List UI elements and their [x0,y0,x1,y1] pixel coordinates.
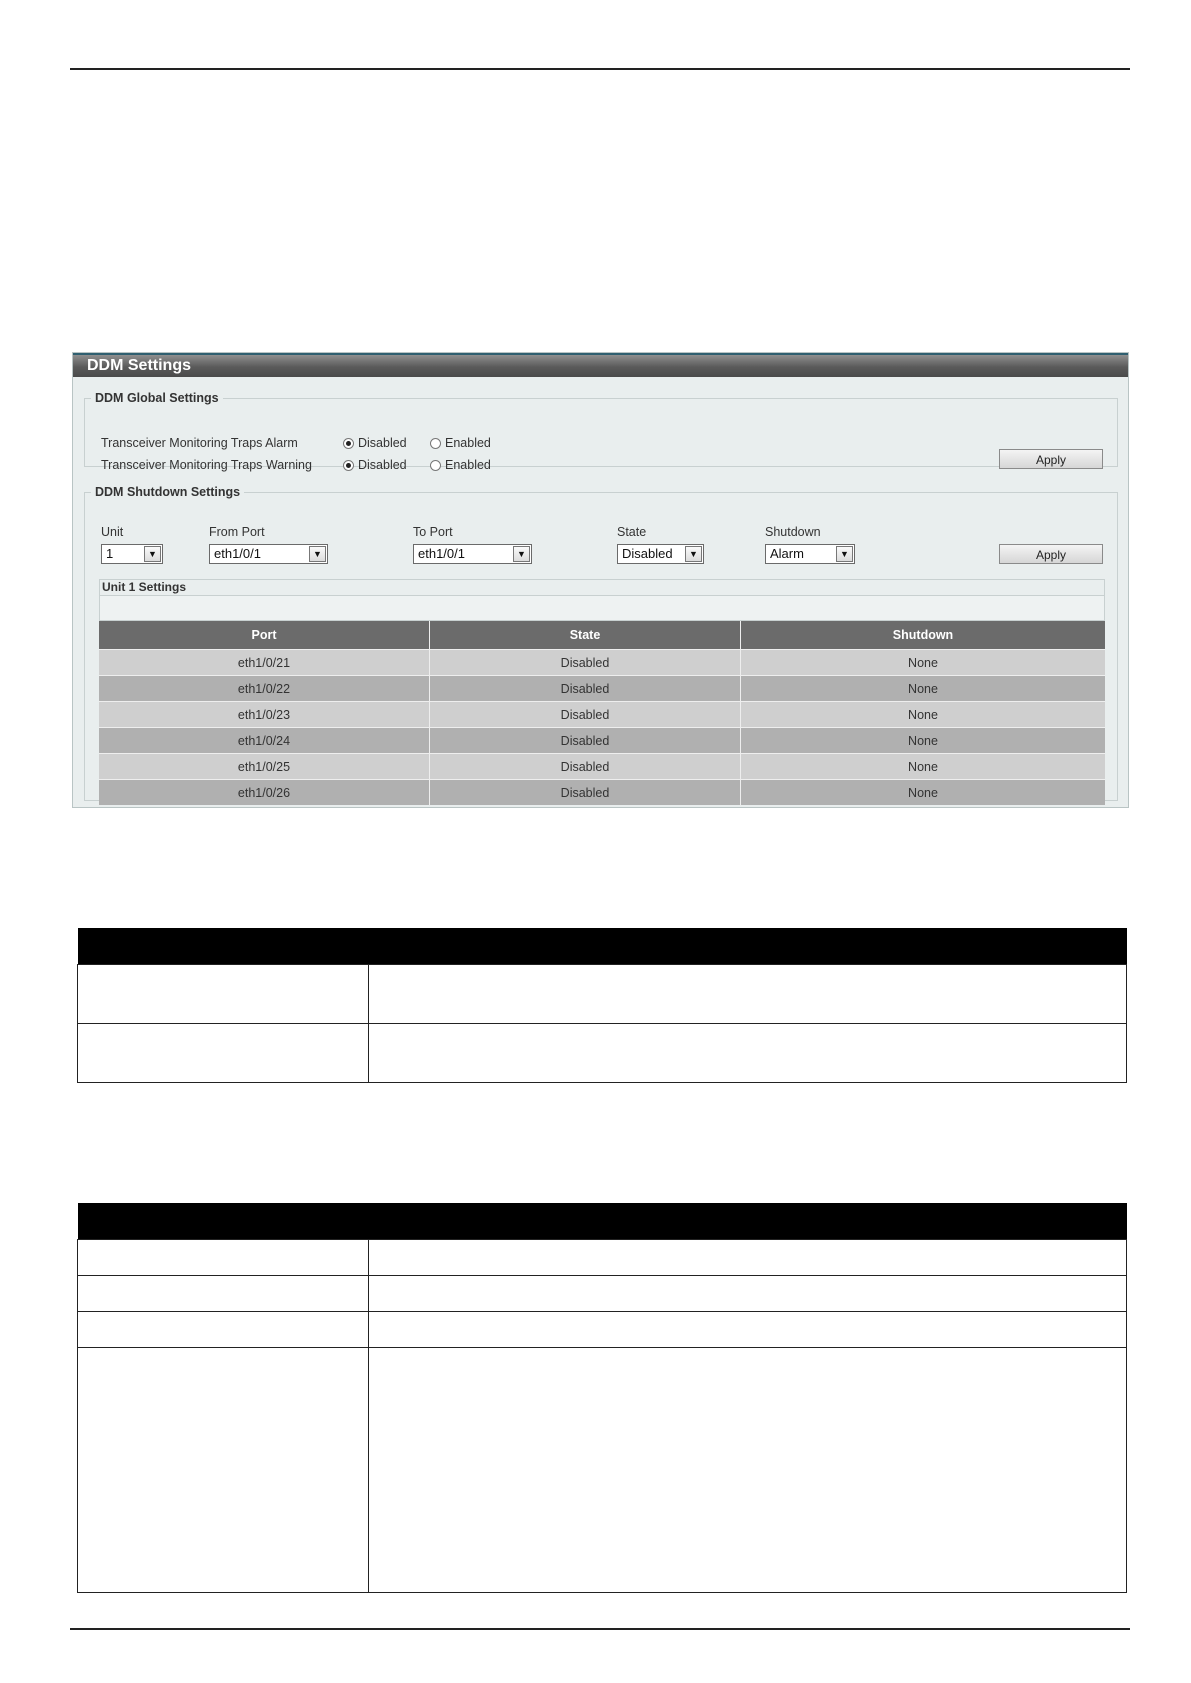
shutdown-label: Shutdown [765,525,821,539]
table-row: eth1/0/23 Disabled None [99,702,1105,728]
table-row [78,965,1127,1024]
chevron-down-icon: ▼ [685,546,702,562]
page-bottom-rule [70,1628,1130,1630]
ddm-shutdown-settings [84,485,1118,801]
table-row: eth1/0/21 Disabled None [99,650,1105,676]
global-settings-description-table [77,928,1127,1083]
table-row: eth1/0/24 Disabled None [99,728,1105,754]
table-row [78,1276,1127,1312]
table-row: eth1/0/25 Disabled None [99,754,1105,780]
unit-settings-title: Unit 1 Settings [99,579,1105,595]
chevron-down-icon: ▼ [144,546,161,562]
radio-icon [430,460,441,471]
traps-alarm-label: Transceiver Monitoring Traps Alarm [101,436,298,450]
shutdown-column-header: Shutdown [741,621,1106,650]
shutdown-settings-legend: DDM Shutdown Settings [95,485,241,499]
state-label: State [617,525,647,539]
table-row [78,1312,1127,1348]
doc-table-header [78,928,1127,965]
ddm-settings-panel [72,352,1129,808]
unit-label: Unit [101,525,124,539]
shutdown-apply-button[interactable]: Apply [999,544,1103,564]
from-port-label: From Port [209,525,265,539]
state-column-header: State [430,621,741,650]
table-row [78,1240,1127,1276]
state-select[interactable]: Disabled ▼ [617,544,704,564]
doc-table-header [78,1203,1127,1240]
table-row: eth1/0/26 Disabled None [99,780,1105,806]
traps-warning-disabled-radio[interactable]: Disabled [343,458,407,472]
ddm-global-settings [84,391,1118,472]
to-port-select[interactable]: eth1/0/1 ▼ [413,544,532,564]
traps-warning-label: Transceiver Monitoring Traps Warning [101,458,312,472]
to-port-label: To Port [413,525,453,539]
table-row: eth1/0/22 Disabled None [99,676,1105,702]
shutdown-settings-description-table [77,1203,1127,1593]
panel-title: DDM Settings [73,353,1128,377]
global-settings-legend: DDM Global Settings [95,391,219,405]
shutdown-select[interactable]: Alarm ▼ [765,544,855,564]
chevron-down-icon: ▼ [513,546,530,562]
radio-icon [343,460,354,471]
traps-warning-enabled-radio[interactable]: Enabled [430,458,491,472]
traps-alarm-enabled-radio[interactable]: Enabled [430,436,491,450]
unit-select[interactable]: 1 ▼ [101,544,163,564]
table-row [78,1348,1127,1593]
chevron-down-icon: ▼ [309,546,326,562]
port-column-header: Port [99,621,430,650]
port-settings-table [99,621,1105,805]
page-top-rule [70,68,1130,70]
from-port-select[interactable]: eth1/0/1 ▼ [209,544,328,564]
table-row [78,1024,1127,1083]
traps-alarm-disabled-radio[interactable]: Disabled [343,436,407,450]
global-apply-button[interactable]: Apply [999,449,1103,469]
radio-icon [343,438,354,449]
radio-icon [430,438,441,449]
unit-settings-spacer [99,595,1105,621]
chevron-down-icon: ▼ [836,546,853,562]
